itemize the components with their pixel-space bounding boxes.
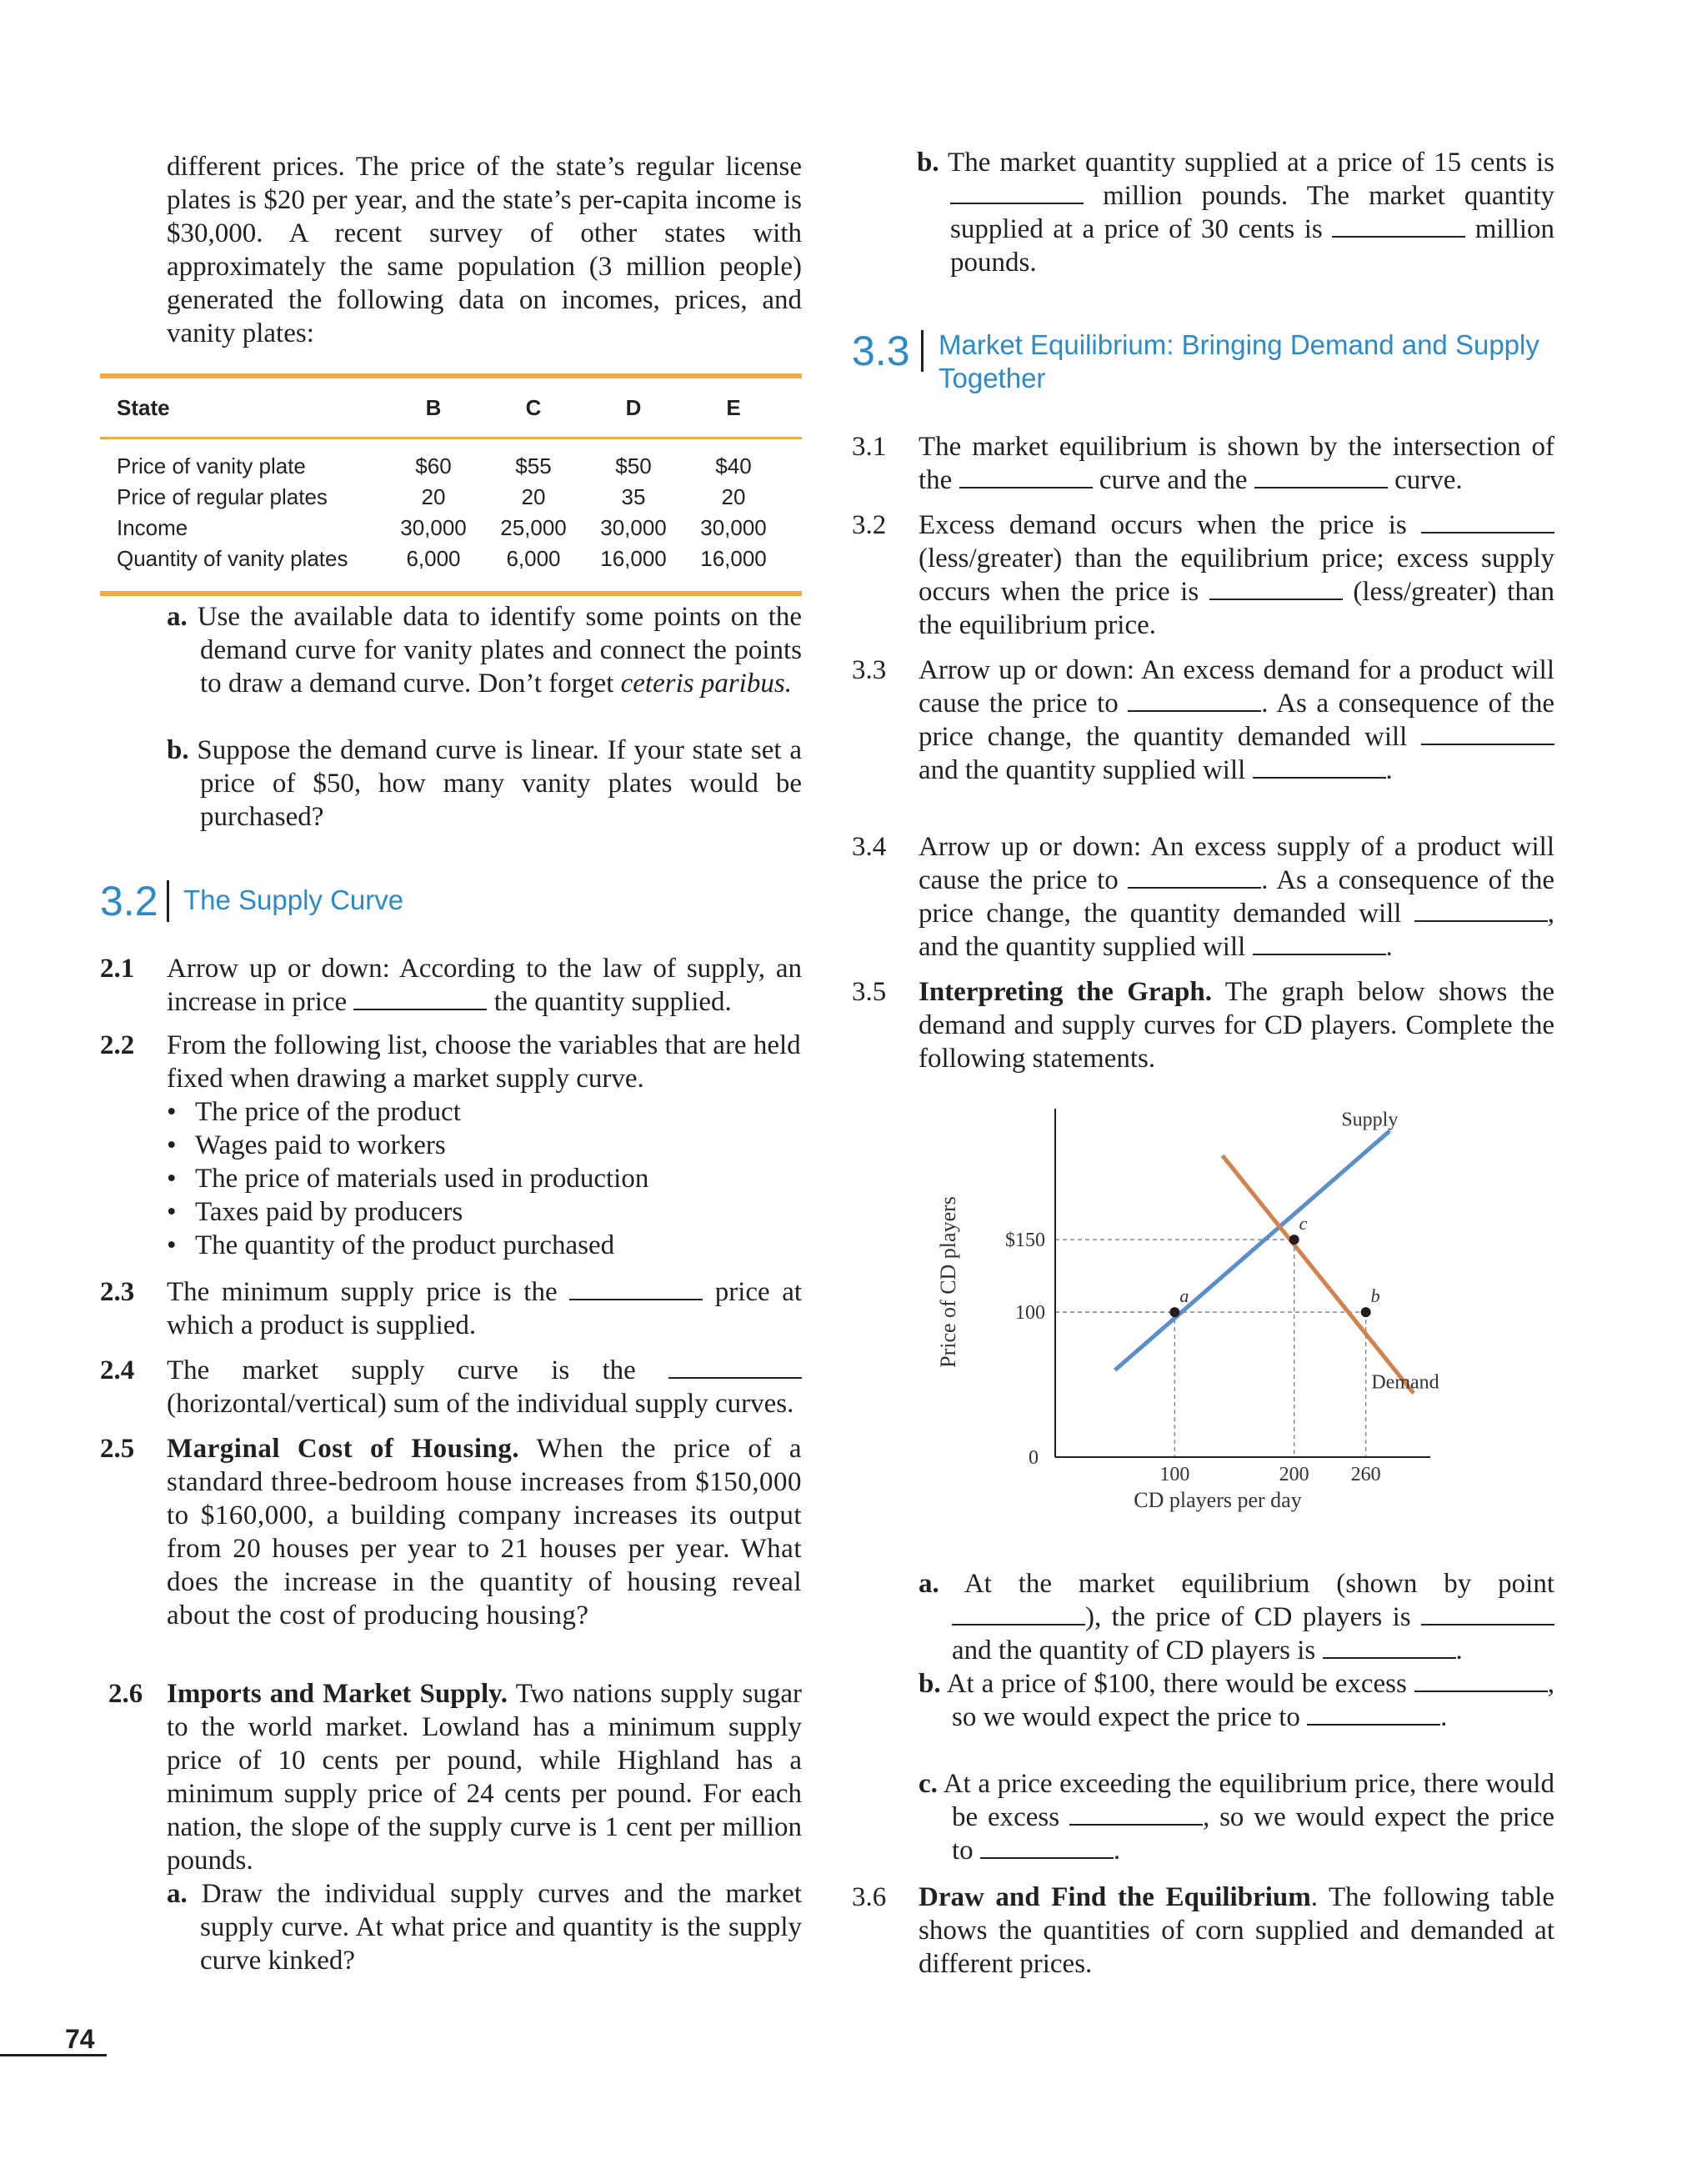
table-header-cell: D [625,394,642,420]
table-cell: 16,000 [700,546,767,571]
question-text: , so we would expect the price to [952,1669,1555,1732]
list-item: • The price of the product [167,1095,802,1129]
y-tick-label: 100 [1015,1302,1045,1325]
question-label: a. [919,1569,939,1599]
table-header-cell: B [425,394,442,420]
question-text: Draw the individual supply curves and the market supply curve. At what price and quantity is the supply curve kinked? [200,1879,803,1976]
section-title: The Supply Curve [183,884,404,915]
answer-blank[interactable] [1069,1801,1203,1826]
page-number: 74 [65,2024,95,2054]
answer-blank[interactable] [1421,508,1554,533]
table-header-row [100,378,802,439]
answer-blank[interactable] [1307,1701,1440,1726]
item-heading: Interpreting the Graph. [919,977,1212,1007]
answer-blank[interactable] [950,179,1084,204]
item-3-5 [919,975,1554,1075]
item-text: Two nations supply sugar to the world market. Lowland has a minimum supply price of 10 cents per pound, while Highland has a minimum supply price of 24 cents per pound. For each nation, the slope of the supply curve is 1 cent per million pounds. [167,1679,802,1876]
table-header-cell: E [726,394,741,420]
question-text: At a price of $100, there would be excess [946,1669,1407,1699]
table-row-label: Price of regular plates [117,484,328,509]
answer-blank[interactable] [959,463,1093,488]
table-cell: 20 [721,484,746,509]
table-cell: $60 [415,453,452,478]
table-row [100,451,802,482]
question-label: b. [167,735,189,765]
item-text: Arrow up or down: An excess supply of a product will cause the price to [919,832,1554,895]
item-number: 3.6 [852,1882,887,1912]
item-text: . As a consequence of the price change, the quantity demanded will [919,865,1554,929]
question-text: million pounds. The market quantity supplied at a price of 30 cents is [950,181,1555,244]
answer-blank[interactable] [1254,463,1388,488]
question-label: c. [919,1769,938,1799]
section-divider [167,880,169,922]
item-3-2 [919,508,1554,642]
table-row [100,482,802,513]
list-item: • Taxes paid by producers [167,1195,802,1229]
item-3-1 [919,430,1554,497]
table-cell: $50 [615,453,652,478]
item-number: 3.5 [852,977,887,1007]
item-text: The market equilibrium is shown by the intersection of the [919,432,1554,495]
item-text: (less/greater) than the equilibrium price. [919,577,1554,640]
answer-blank[interactable] [1323,1634,1456,1659]
table-cell: $55 [515,453,552,478]
item-text: , and the quantity supplied will [919,899,1554,962]
question-text: , so we would expect the price to [952,1802,1555,1866]
list-item: • Wages paid to workers [167,1129,802,1162]
item-number: 3.4 [852,832,887,862]
answer-blank[interactable] [668,1354,802,1379]
page-number-rule [0,2054,107,2056]
table-row [100,543,802,574]
question-label: a. [167,1879,188,1909]
question-text: The market quantity supplied at a price of 15 cents is [948,148,1554,178]
point-label-b: b [1370,1285,1380,1307]
question-text: and the quantity of CD players is [952,1635,1316,1666]
item-number: 2.6 [108,1679,143,1709]
item-text: The minimum supply price is the [167,1277,558,1307]
table-cell: 20 [421,484,446,509]
item-text: When the price of a standard three-bedroom house increases from $150,000 to $160,000, a building company increases its output from 20 houses per year to 21 houses per year. What does the increase in the quantity of housing reveal about the cost of producing housing? [167,1434,802,1630]
question-text: ), the price of CD players is [1085,1602,1411,1632]
x-tick-label: 0 [1029,1447,1039,1469]
item-number: 2.4 [100,1355,135,1385]
question-label: b. [917,148,939,178]
item-text: The graph below shows the demand and supply curves for CD players. Complete the following statements. [919,977,1555,1074]
question-text: At a price exceeding the equilibrium price, there would be excess [943,1769,1554,1832]
answer-blank[interactable] [1421,1600,1554,1625]
table-cell: 20 [521,484,546,509]
table-cell: $40 [715,453,752,478]
question-label: b. [919,1669,941,1699]
item-text: curve and the [1099,465,1248,495]
item-text: From the following list, choose the variables that are held fixed when drawing a market supply curve. [167,1030,801,1094]
table-bottom-rule [100,591,802,596]
section-title: Market Equilibrium: Bringing Demand and Supply Together [939,329,1539,393]
table-row [100,513,802,543]
item-number: 3.3 [852,655,887,685]
item-3-4: Arrow up or down: An excess supply of a product will cause the price to . As a consequence of the price change, the quantity demanded will , and the quantity supplied will . [919,832,1554,962]
answer-blank[interactable] [980,1834,1114,1859]
item-2-6 [167,1677,802,1977]
question-text: Use the available data to identify some points on the demand curve for vanity plates and connect the points to draw a demand curve. Don’t forget [197,602,803,699]
table-cell: 30,000 [700,515,767,540]
table-header-cell: State [117,394,170,420]
item-number: 2.1 [100,954,135,984]
question-3-5-b: b. At a price of $100, there would be excess , so we would expect the price to . [919,1669,1555,1732]
item-number: 3.1 [852,432,887,462]
item-heading: Marginal Cost of Housing. [167,1434,520,1464]
section-number: 3.3 [852,328,910,374]
item-2-2 [167,1029,802,1262]
list-item: • The quantity of the product purchased [167,1229,802,1262]
x-axis-label: CD players per day [1134,1488,1302,1512]
answer-blank[interactable] [1128,687,1261,712]
vanity-plate-table [100,373,802,596]
question-text: million pounds. [950,214,1555,278]
series-line-supply [1115,1131,1390,1370]
x-tick-label: 260 [1350,1464,1381,1485]
answer-blank[interactable] [1332,213,1465,238]
point-c [1289,1235,1299,1245]
question-label: a. [167,602,188,632]
question-3-5-a: a. At the market equilibrium (shown by point ), the price of CD players is and the quantity of CD players is . [919,1569,1554,1666]
point-a [1169,1307,1179,1317]
supply-demand-chart [934,1109,1450,1542]
answer-blank[interactable] [569,1275,703,1300]
answer-blank[interactable] [1414,1667,1548,1692]
item-number: 2.5 [100,1434,135,1464]
table-header-cell: C [525,394,542,420]
item-2-1 [167,952,802,1019]
answer-blank[interactable] [353,985,487,1010]
item-2-4 [167,1354,802,1420]
list-item: • The price of materials used in production [167,1162,802,1195]
item-2-5 [167,1432,802,1632]
table-cell: 30,000 [600,515,667,540]
answer-blank[interactable] [1128,864,1261,889]
item-heading: Imports and Market Supply. [167,1679,508,1709]
table-cell: 35 [621,484,646,509]
demand-label: Demand [1371,1371,1439,1394]
item-text: curve. [1394,465,1463,495]
question-text: At the market equilibrium (shown by point [964,1569,1554,1599]
item-text: Excess demand occurs when the price is [919,510,1407,540]
item-3-3: Arrow up or down: An excess demand for a product will cause the price to . As a consequence of the price change, the quantity demanded will and the quantity supplied will . [919,655,1554,785]
table-row-label: Price of vanity plate [117,453,306,478]
table-cell: 25,000 [500,515,567,540]
item-text: Arrow up or down: An excess demand for a product will cause the price to [919,655,1554,719]
point-label-c: c [1299,1213,1308,1235]
intro-paragraph: different prices. The price of the state’s regular license plates is $20 per year, and the state’s per-capita income is $30,000. A recent survey of other states with approximately the same population (3 million people) generated the following data on incomes, prices, and vanity plates: [167,152,802,348]
item-text: and the quantity supplied will [919,755,1246,785]
point-label-a: a [1179,1285,1189,1307]
answer-blank[interactable] [952,1600,1085,1625]
item-text: (horizontal/vertical) sum of the individual supply curves. [167,1389,794,1419]
item-number: 3.2 [852,510,887,540]
y-tick-label: $150 [1005,1230,1045,1252]
section-divider [921,330,924,372]
item-number: 2.2 [100,1030,135,1060]
question-3-5-c: c. At a price exceeding the equilibrium price, there would be excess , so we would expect the price to . [919,1769,1555,1866]
item-3-6 [919,1881,1554,1981]
item-text: price at which a product is supplied. [167,1277,803,1340]
section-number: 3.2 [100,878,158,924]
question-text: Suppose the demand curve is linear. If your state set a price of $50, how many vanity plates would be purchased? [197,735,802,832]
item-text: . The following table shows the quantities of corn supplied and demanded at different prices. [919,1882,1554,1979]
question-2-6-b [917,146,1554,279]
table-row-label: Quantity of vanity plates [117,546,348,571]
item-2-3 [167,1275,802,1342]
table-cell: 6,000 [506,546,561,571]
item-text: (less/greater) than the equilibrium price; excess supply occurs when the price is [919,543,1554,607]
answer-blank[interactable] [1421,720,1554,745]
question-a [167,600,802,700]
x-tick-label: 200 [1279,1464,1309,1485]
question-b [167,734,802,834]
item-number: 2.3 [100,1277,135,1307]
y-axis-label: Price of CD players [936,1196,960,1368]
x-tick-label: 100 [1159,1464,1190,1485]
item-text: Arrow up or down: According to the law of supply, an increase in price [167,954,802,1017]
supply-label: Supply [1341,1109,1399,1131]
table-cell: 16,000 [600,546,667,571]
question-italic: ceteris paribus. [620,669,792,699]
answer-blank[interactable] [1253,754,1386,779]
item-text: The market supply curve is the [167,1355,636,1385]
item-heading: Draw and Find the Equilibrium [919,1882,1311,1912]
table-row-label: Income [117,515,188,540]
table-cell: 30,000 [400,515,467,540]
left-intro [167,150,802,350]
answer-blank[interactable] [1253,930,1386,955]
answer-blank[interactable] [1414,897,1548,922]
answer-blank[interactable] [1209,575,1343,600]
item-text: the quantity supplied. [493,987,732,1017]
item-text: . As a consequence of the price change, the quantity demanded will [919,689,1554,752]
table-cell: 6,000 [406,546,461,571]
point-b [1361,1307,1371,1317]
